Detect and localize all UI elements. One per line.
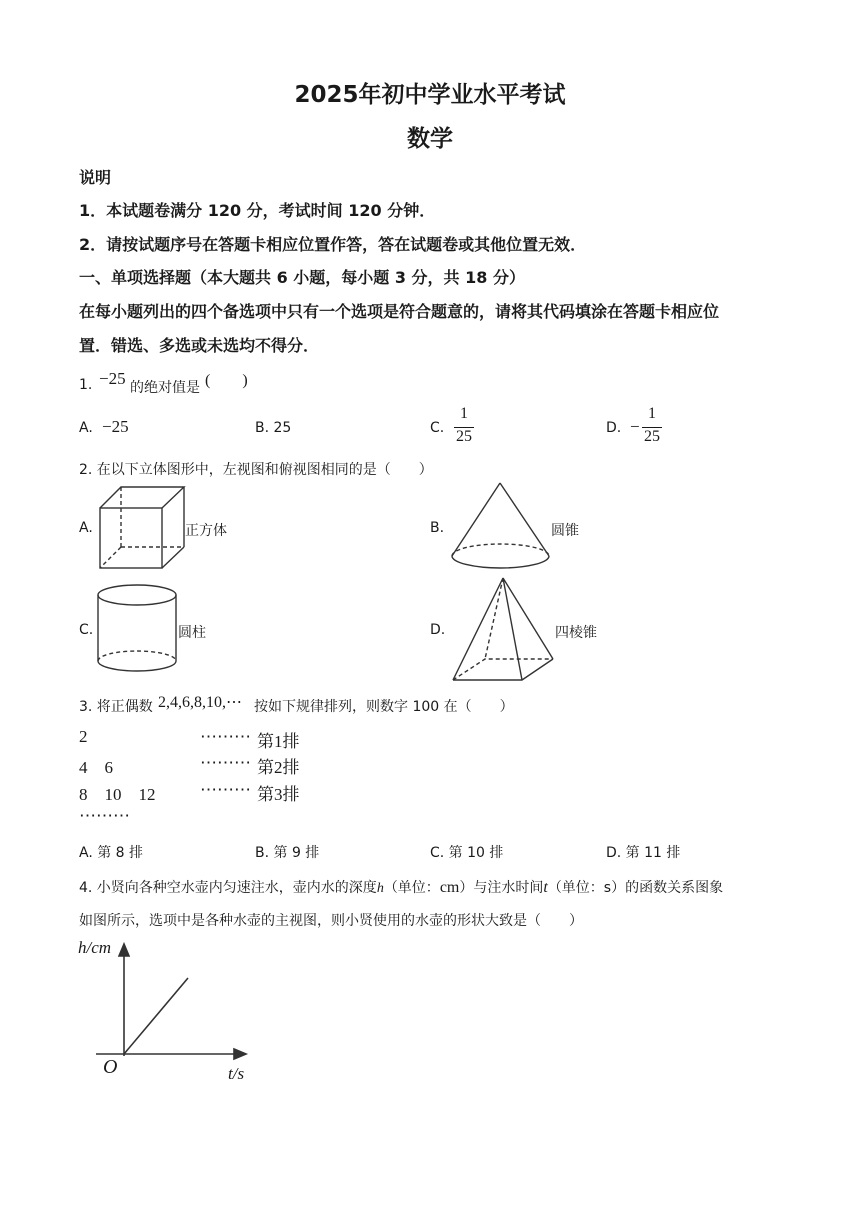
q3-row-2-numbers: 4 6	[79, 758, 113, 777]
q4-graph-ylabel: h/cm	[78, 938, 112, 957]
q1-option-c-denominator: 25	[456, 428, 472, 445]
q1-option-d-sign: −	[630, 417, 640, 436]
cone-icon	[448, 480, 553, 572]
intro-label: 说明	[79, 168, 112, 187]
cube-icon	[95, 484, 190, 569]
q1-number: 1.	[79, 377, 93, 393]
q1-option-c-label: C.	[430, 420, 445, 436]
x-axis-arrow	[234, 1049, 246, 1059]
exam-title: 2025年初中学业水平考试	[294, 82, 566, 108]
q4-text-a: 4. 小贤向各种空水壶内匀速注水，壶内水的深度	[79, 880, 377, 896]
intro-note-1: 1．本试题卷满分 120 分，考试时间 120 分钟．	[79, 201, 436, 220]
q4-graph-origin: O	[103, 1056, 118, 1078]
q4-text-c: ）与注水时间	[459, 880, 544, 896]
q1-option-c-numerator: 1	[460, 405, 468, 422]
q2-option-c-name: 圆柱	[178, 625, 206, 641]
q3-text-pre: 3. 将正偶数	[79, 699, 153, 715]
section-heading: 一、单项选择题（本大题共 6 小题，每小题 3 分，共 18 分）	[79, 268, 525, 287]
q2-option-b-name: 圆锥	[551, 523, 579, 539]
q1-text: 的绝对值是	[130, 380, 200, 396]
q3-row-3-label: 第3排	[257, 785, 300, 804]
q3-row-1-numbers: 2	[79, 727, 88, 746]
q2-option-d-name: 四棱锥	[555, 625, 597, 641]
section-instruction-2: 置．错选、多选或未选均不得分．	[79, 336, 320, 355]
q3-sequence: 2,4,6,8,10,⋯	[158, 694, 242, 711]
q3-ellipsis: ⋯⋯⋯	[79, 806, 130, 825]
intro-note-2: 2．请按试题序号在答题卡相应位置作答，答在试题卷或其他位置无效．	[79, 235, 587, 254]
q4-line-2: 如图所示，选项中是各种水壶的主视图，则小贤使用的水壶的形状大致是（ ）	[79, 913, 583, 929]
q2-option-d-label: D.	[430, 622, 446, 638]
y-axis-arrow	[119, 944, 129, 956]
q4-unit-cm: cm	[439, 879, 460, 896]
q2-text: 2. 在以下立体图形中，左视图和俯视图相同的是（ ）	[79, 462, 433, 478]
q4-var-h: h	[376, 881, 384, 896]
q3-row-1-dots: ⋯⋯⋯	[200, 727, 251, 746]
q1-option-d-label: D.	[606, 420, 622, 436]
q1-option-b: B. 25	[255, 420, 292, 436]
q1-option-a-label: A.	[79, 420, 93, 436]
graph-line	[124, 978, 188, 1054]
q3-row-2-label: 第2排	[257, 758, 300, 777]
q3-row-1-label: 第1排	[257, 732, 300, 751]
q4-text-d: （单位：s）的函数关系图象	[547, 880, 724, 896]
q4-line-1	[79, 877, 723, 897]
q1-option-d-numerator: 1	[648, 405, 656, 422]
q3-option-d: D. 第 11 排	[606, 845, 681, 861]
q3-row-2-dots: ⋯⋯⋯	[200, 753, 251, 772]
q1-option-a-value: −25	[102, 417, 129, 436]
section-instruction-1: 在每小题列出的四个备选项中只有一个选项是符合题意的，请将其代码填涂在答题卡相应位	[79, 302, 720, 321]
q4-graph-xlabel: t/s	[228, 1064, 245, 1083]
q1-paren: ( )	[205, 372, 248, 389]
pyramid-icon	[450, 574, 556, 684]
q3-option-b: B. 第 9 排	[255, 845, 320, 861]
q2-option-b-label: B.	[430, 520, 445, 536]
q4-var-t: t	[543, 879, 548, 896]
subject-title: 数学	[407, 126, 453, 152]
q3-text-post: 按如下规律排列，则数字 100 在（ ）	[254, 699, 514, 715]
q3-row-3-dots: ⋯⋯⋯	[200, 780, 251, 799]
q2-option-a-label: A.	[79, 520, 93, 536]
q2-option-a-name: 正方体	[185, 523, 227, 539]
q1-option-d-denominator: 25	[644, 428, 660, 445]
q1-expression: −25	[99, 369, 126, 388]
cylinder-icon	[96, 583, 180, 675]
q3-row-3-numbers: 8 10 12	[79, 785, 156, 804]
q3-option-a: A. 第 8 排	[79, 845, 144, 861]
q3-option-c: C. 第 10 排	[430, 845, 504, 861]
q4-text-b: （单位：	[383, 880, 440, 896]
q2-option-c-label: C.	[79, 622, 94, 638]
